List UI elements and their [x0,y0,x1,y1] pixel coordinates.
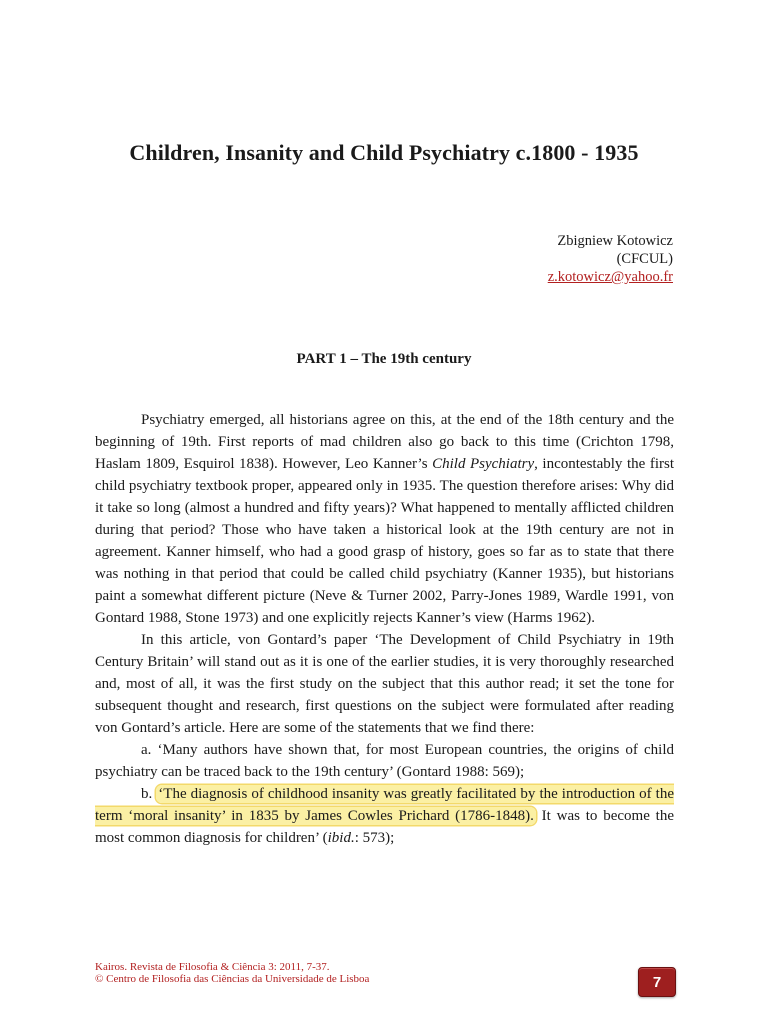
paragraph-1 [95,409,674,629]
footer-journal-citation: Kairos. Revista de Filosofia & Ciência 3: 2011, 7-37. [95,961,330,973]
part-heading: PART 1 – The 19th century [296,351,472,367]
highlighted-quote[interactable]: ‘The diagnosis of childhood insanity was greatly facilitated by the introduction of the term ‘moral insanity’ in 1835 by James Cowles Prichard (1786-1848). [95,786,675,824]
footer-copyright: © Centro de Filosofia das Ciências da Universidade de Lisboa [95,973,370,985]
list-item-a: a. ‘Many authors have shown that, for most European countries, the origins of child psychiatry can be traced back to the 19th century’ (Gontard 1988: 569); [95,742,674,780]
list-item-b-marker: b. [141,786,157,802]
paragraph-1-text-a: Psychiatry emerged, all historians agree on this, at the end of the 18th century and the beginning of 19th. First reports of mad children also go back to this time (Crichton 1798, Haslam 1809, Esquirol 1838). However, Leo Kanner’s [95,412,674,472]
page-number-badge: 7 [638,967,676,997]
list-item-b-end: : 573); [354,830,395,846]
paragraph-1-text-b: , incontestably the first child psychiatry textbook proper, appeared only in 1935. The question therefore arises: Why did it take so long (almost a hundred and fifty years)? What happened to mentally afflicted children during that period? Those who have taken a historical look at the 19th century are not in agreement. Kanner himself, who had a good grasp of history, goes so far as to state that there was nothing in that period that could be called child psychiatry (Kanner 1935), but historians paint a somewhat different picture (Neve & Turner 2002, Parry-Jones 1989, Wardle 1991, von Gontard 1988, Stone 1973) and one explicitly rejects Kanner’s view (Harms 1962). [95,456,674,626]
list-item-b [95,783,674,849]
document-title: Children, Insanity and Child Psychiatry c.1800 - 1935 [129,140,639,165]
book-title-italic: Child Psychiatry [432,456,535,472]
author-affiliation: (CFCUL) [616,251,673,267]
paragraph-2: In this article, von Gontard’s paper ‘The Development of Child Psychiatry in 19th Century Britain’ will stand out as it is one of the earlier studies, it is very thoroughly researched and, most of all, it was the first study on the subject that this author read; it set the tone for subsequent thought and research, first questions on the subject were formulated after reading von Gontard’s article. Here are some of the statements that we find there: [95,632,674,736]
author-email-link[interactable]: z.kotowicz@yahoo.fr [547,269,673,285]
author-block [548,232,673,286]
list-item-b-after: It was to become the most common diagnosis for children’ ( [95,808,674,846]
body-text [95,409,674,849]
author-name: Zbigniew Kotowicz [557,233,673,249]
ibid-italic: ibid. [327,830,355,846]
journal-footer [95,961,369,985]
